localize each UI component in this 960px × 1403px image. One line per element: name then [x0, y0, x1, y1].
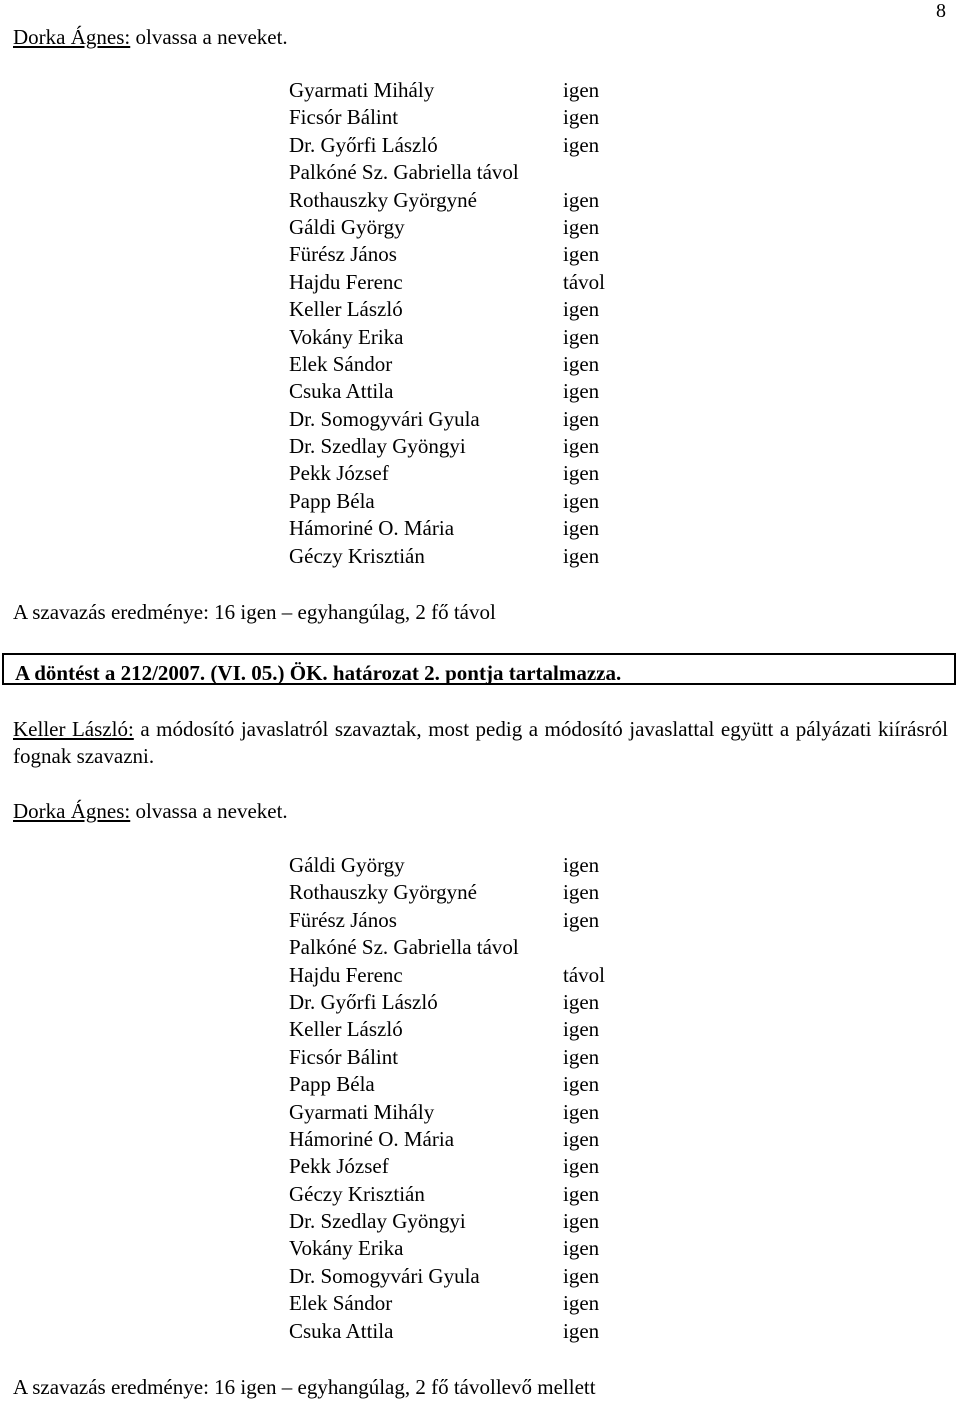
vote-value: igen — [563, 1209, 600, 1234]
vote-value: igen — [563, 406, 600, 431]
voter-name: Csuka Attila — [289, 379, 394, 404]
keller-note — [13, 716, 948, 771]
section1-intro — [13, 24, 948, 51]
vote-value: igen — [563, 132, 600, 157]
vote-value: igen — [563, 880, 600, 905]
voter-name: Hajdu Ferenc — [289, 269, 403, 294]
voter-name: Rothauszky Györgyné — [289, 187, 478, 212]
voter-name: Dr. Győrfi László — [289, 132, 438, 157]
vote-value: igen — [563, 351, 600, 376]
voter-name: Papp Béla — [289, 1072, 375, 1097]
section1-result: A szavazás eredménye: 16 igen – egyhangúlag, 2 fő távol — [13, 600, 496, 624]
vote-value: igen — [563, 1154, 600, 1179]
vote-value: igen — [563, 105, 600, 130]
voter-name: Hajdu Ferenc — [289, 962, 403, 987]
voter-name: Papp Béla — [289, 488, 375, 513]
voter-name: Dr. Somogyvári Gyula — [289, 406, 480, 431]
voter-name: Fürész János — [289, 907, 397, 932]
vote-value: igen — [563, 324, 600, 349]
vote-value: igen — [563, 297, 600, 322]
voter-name: Keller László — [289, 1017, 403, 1042]
vote-value: igen — [563, 78, 600, 102]
vote-value: igen — [563, 516, 600, 541]
vote-value: igen — [563, 434, 600, 459]
section2-intro-text: olvassa a neveket. — [135, 799, 288, 823]
voter-name: Dr. Győrfi László — [289, 989, 438, 1014]
section2-result: A szavazás eredménye: 16 igen – egyhangúlag, 2 fő távollevő mellett — [13, 1375, 596, 1399]
vote-value: igen — [563, 1181, 600, 1206]
vote-value: igen — [563, 1099, 600, 1124]
voter-name: Keller László — [289, 297, 403, 322]
voter-name: Gyarmati Mihály — [289, 1099, 435, 1124]
vote-value: igen — [563, 989, 600, 1014]
voter-name: Dr. Somogyvári Gyula — [289, 1263, 480, 1288]
vote-value: igen — [563, 1263, 600, 1288]
vote-value: igen — [563, 1044, 600, 1069]
vote-value: igen — [563, 1291, 600, 1316]
voter-name: Palkóné Sz. Gabriella távol — [289, 160, 519, 185]
voter-name: Géczy Krisztián — [289, 1181, 425, 1206]
section1-intro-text: olvassa a neveket. — [135, 25, 288, 49]
voter-name: Gáldi György — [289, 853, 405, 877]
vote-value: igen — [563, 214, 600, 239]
voter-name: Vokány Erika — [289, 324, 404, 349]
vote-value: igen — [563, 853, 600, 877]
vote-value: igen — [563, 543, 600, 568]
vote-value: igen — [563, 1072, 600, 1097]
voter-name: Ficsór Bálint — [289, 105, 399, 130]
decision-text: A döntést a 212/2007. (VI. 05.) ÖK. határozat 2. pontja tartalmazza. — [15, 661, 622, 685]
section2-intro — [13, 798, 948, 825]
voter-name: Hámoriné O. Mária — [289, 516, 455, 541]
voter-name: Hámoriné O. Mária — [289, 1126, 455, 1151]
vote-value: távol — [563, 269, 605, 294]
vote-value: igen — [563, 379, 600, 404]
voter-name: Gáldi György — [289, 214, 405, 239]
vote-value: igen — [563, 461, 600, 486]
keller-text: a módosító javaslatról szavaztak, most pedig a módosító javaslattal együtt a pályázati kiírásról fognak szavazni. — [13, 717, 948, 769]
voter-name: Vokány Erika — [289, 1236, 404, 1261]
voter-name: Ficsór Bálint — [289, 1044, 399, 1069]
voter-name: Rothauszky Györgyné — [289, 880, 478, 905]
voter-name: Elek Sándor — [289, 1291, 393, 1316]
voter-name: Dr. Szedlay Gyöngyi — [289, 434, 466, 459]
page-number: 8 — [936, 0, 946, 22]
voter-name: Fürész János — [289, 242, 397, 267]
voter-name: Csuka Attila — [289, 1318, 394, 1343]
voter-name: Elek Sándor — [289, 351, 393, 376]
section1-speaker: Dorka Ágnes: — [13, 25, 131, 49]
voter-name: Dr. Szedlay Gyöngyi — [289, 1209, 466, 1234]
vote-value: igen — [563, 187, 600, 212]
voter-name: Palkóné Sz. Gabriella távol — [289, 935, 519, 960]
voter-name: Gyarmati Mihály — [289, 78, 435, 102]
vote-value: igen — [563, 1318, 600, 1343]
vote-value: igen — [563, 1126, 600, 1151]
vote-value: igen — [563, 1236, 600, 1261]
voter-name: Pekk József — [289, 1154, 389, 1179]
keller-speaker: Keller László: — [13, 717, 134, 741]
voter-name: Géczy Krisztián — [289, 543, 425, 568]
voter-name: Pekk József — [289, 461, 389, 486]
section2-speaker: Dorka Ágnes: — [13, 799, 131, 823]
vote-value: távol — [563, 962, 605, 987]
vote-value: igen — [563, 1017, 600, 1042]
decision-box — [2, 653, 956, 685]
vote-value: igen — [563, 242, 600, 267]
vote-value: igen — [563, 488, 600, 513]
vote-value: igen — [563, 907, 600, 932]
